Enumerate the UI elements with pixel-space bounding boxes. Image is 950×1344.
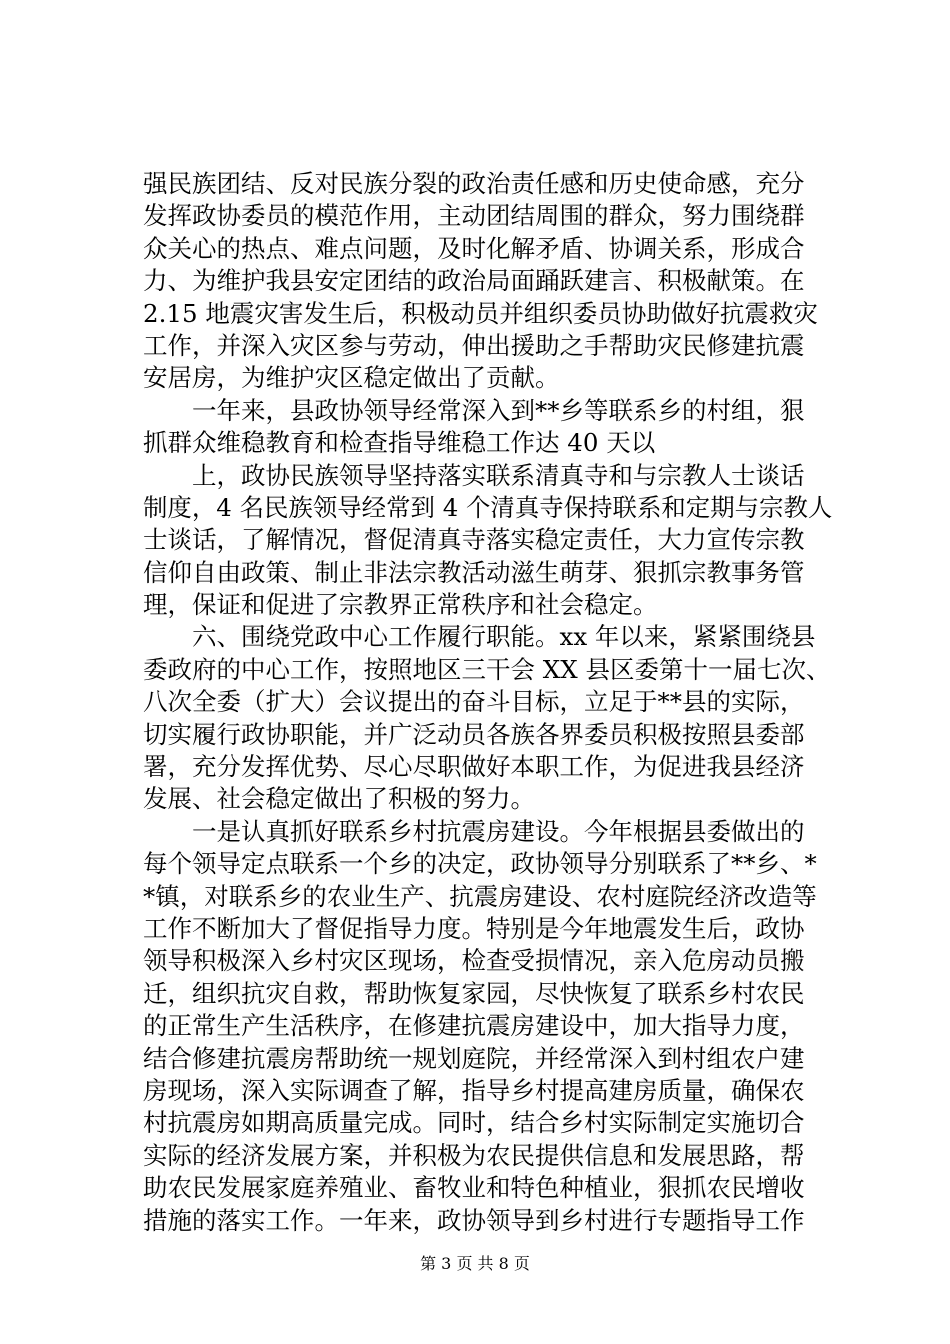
text-line: 措施的落实工作。一年来，政协领导到乡村进行专题指导工作 <box>143 1205 805 1235</box>
body-text <box>143 168 833 1237</box>
text-line: 迁，组织抗灾自救，帮助恢复家园，尽快恢复了联系乡村农民 <box>143 978 805 1008</box>
text-line: 信仰自由政策、制止非法宗教活动滋生萌芽、狠抓宗教事务管 <box>143 557 805 587</box>
text-line: 2.15 地震灾害发生后，积极动员并组织委员协助做好抗震救灾 <box>143 298 818 328</box>
text-line: 士谈话，了解情况，督促清真寺落实稳定责任，大力宣传宗教 <box>143 525 805 555</box>
text-line: 制度，4 名民族领导经常到 4 个清真寺保持联系和定期与宗教人 <box>143 492 833 522</box>
text-line: 六、围绕党政中心工作履行职能。xx 年以来，紧紧围绕县 <box>143 622 816 652</box>
text-line: 抓群众维稳教育和检查指导维稳工作达 40 天以 <box>143 428 656 458</box>
text-line: 发挥政协委员的模范作用，主动团结周围的群众，努力围绕群 <box>143 201 805 231</box>
text-line: 领导积极深入乡村灾区现场，检查受损情况，亲入危房动员搬 <box>143 946 805 976</box>
page-footer: 第 3 页 共 8 页 <box>420 1254 530 1273</box>
text-line: 众关心的热点、难点问题，及时化解矛盾、协调关系，形成合 <box>143 233 805 263</box>
text-line: 安居房，为维护灾区稳定做出了贡献。 <box>143 363 560 393</box>
text-line: 实际的经济发展方案，并积极为农民提供信息和发展思路，帮 <box>143 1140 805 1170</box>
text-line: 委政府的中心工作，按照地区三干会 XX 县区委第十一届七次、 <box>143 654 831 684</box>
text-line: 工作不断加大了督促指导力度。特别是今年地震发生后，政协 <box>143 913 805 943</box>
text-line: 房现场，深入实际调查了解，指导乡村提高建房质量，确保农 <box>143 1075 805 1105</box>
text-line: 理，保证和促进了宗教界正常秩序和社会稳定。 <box>143 590 658 620</box>
text-line: 一年来，县政协领导经常深入到**乡等联系乡的村组，狠 <box>143 395 805 425</box>
text-line: 署，充分发挥优势、尽心尽职做好本职工作，为促进我县经济 <box>143 752 805 782</box>
text-line: 力、为维护我县安定团结的政治局面踊跃建言、积极献策。在 <box>143 266 805 296</box>
text-line: *镇，对联系乡的农业生产、抗震房建设、农村庭院经济改造等 <box>143 881 817 911</box>
text-line: 工作，并深入灾区参与劳动，伸出援助之手帮助灾民修建抗震 <box>143 330 805 360</box>
text-line: 八次全委（扩大）会议提出的奋斗目标，立足于**县的实际， <box>143 687 805 717</box>
text-line: 村抗震房如期高质量完成。同时，结合乡村实际制定实施切合 <box>143 1108 805 1138</box>
text-line: 的正常生产生活秩序，在修建抗震房建设中，加大指导力度， <box>143 1011 805 1041</box>
text-line: 发展、社会稳定做出了积极的努力。 <box>143 784 535 814</box>
text-line: 切实履行政协职能，并广泛动员各族各界委员积极按照县委部 <box>143 719 805 749</box>
text-line: 上，政协民族领导坚持落实联系清真寺和与宗教人士谈话 <box>143 460 805 490</box>
text-line: 强民族团结、反对民族分裂的政治责任感和历史使命感，充分 <box>143 169 805 198</box>
text-line: 每个领导定点联系一个乡的决定，政协领导分别联系了**乡、* <box>143 849 817 879</box>
text-line: 结合修建抗震房帮助统一规划庭院，并经常深入到村组农户建 <box>143 1043 805 1073</box>
text-line: 助农民发展家庭养殖业、畜牧业和特色种植业，狠抓农民增收 <box>143 1173 805 1203</box>
text-line: 一是认真抓好联系乡村抗震房建设。今年根据县委做出的 <box>143 816 805 846</box>
